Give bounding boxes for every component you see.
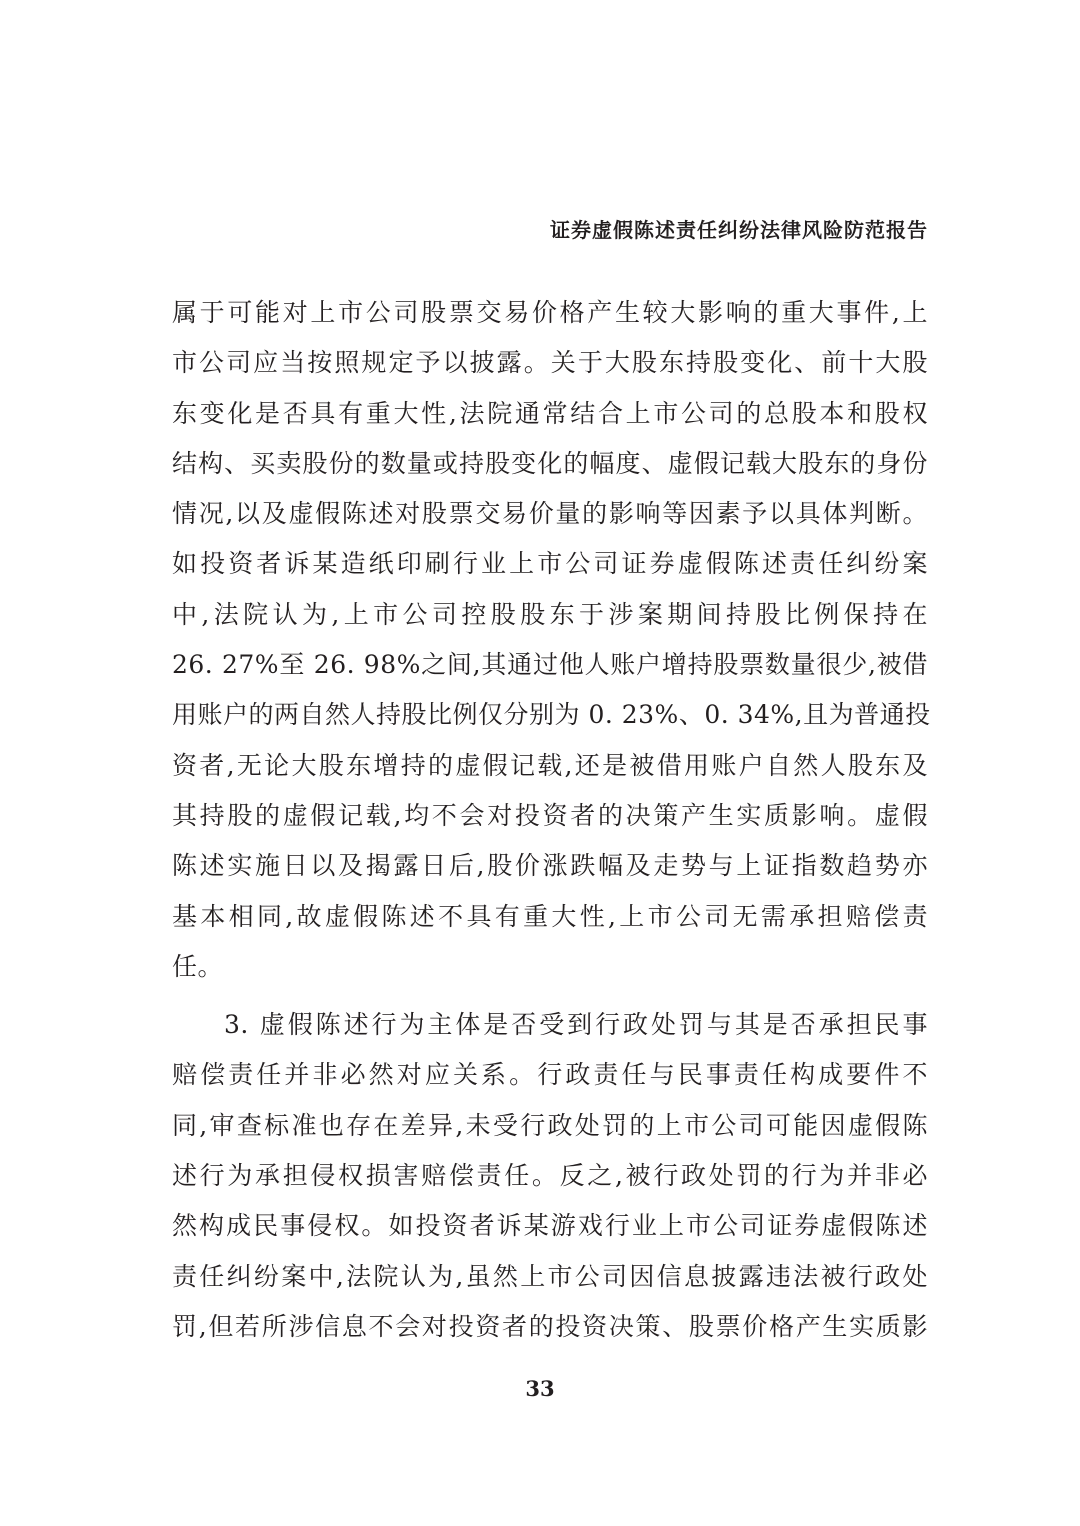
text-line: 同,审查标准也存在差异,未受行政处罚的上市公司可能因虚假陈: [172, 1110, 928, 1140]
text-line: 赔偿责任并非必然对应关系。行政责任与民事责任构成要件不: [172, 1060, 928, 1090]
text-line: 3. 虚假陈述行为主体是否受到行政处罚与其是否承担民事: [224, 1010, 928, 1040]
text-line: 然构成民事侵权。如投资者诉某游戏行业上市公司证券虚假陈述: [172, 1211, 928, 1241]
text-line: 其持股的虚假记载,均不会对投资者的决策产生实质影响。虚假: [172, 800, 928, 830]
text-line: 述行为承担侵权损害赔偿责任。反之,被行政处罚的行为并非必: [172, 1161, 928, 1191]
paragraph-gap: [172, 992, 928, 1000]
text-line: 情况,以及虚假陈述对股票交易价量的影响等因素予以具体判断。: [172, 499, 928, 529]
text-line: 26. 27%至 26. 98%之间,其通过他人账户增持股票数量很少,被借: [172, 650, 928, 680]
body-text: [172, 288, 931, 1352]
text-line: 用账户的两自然人持股比例仅分别为 0. 23%、0. 34%,且为普通投: [172, 700, 931, 730]
paragraph: [172, 1000, 928, 1352]
paragraph: [172, 288, 931, 992]
text-line: 责任纠纷案中,法院认为,虽然上市公司因信息披露违法被行政处: [172, 1261, 928, 1291]
text-line: 基本相同,故虚假陈述不具有重大性,上市公司无需承担赔偿责: [172, 901, 928, 931]
text-line: 罚,但若所涉信息不会对投资者的投资决策、股票价格产生实质影: [172, 1311, 928, 1341]
text-line: 结构、买卖股份的数量或持股变化的幅度、虚假记载大股东的身份: [172, 448, 928, 478]
running-header: 证券虚假陈述责任纠纷法律风险防范报告: [550, 218, 928, 242]
text-line: 市公司应当按照规定予以披露。关于大股东持股变化、前十大股: [172, 348, 928, 378]
text-line: 如投资者诉某造纸印刷行业上市公司证券虚假陈述责任纠纷案: [172, 549, 928, 579]
page-number: 33: [525, 1376, 555, 1401]
text-line: 陈述实施日以及揭露日后,股价涨跌幅及走势与上证指数趋势亦: [172, 851, 928, 881]
text-line: 中,法院认为,上市公司控股股东于涉案期间持股比例保持在: [172, 599, 928, 629]
text-line: 任。: [172, 951, 224, 981]
text-line: 东变化是否具有重大性,法院通常结合上市公司的总股本和股权: [172, 398, 928, 428]
text-line: 属于可能对上市公司股票交易价格产生较大影响的重大事件,上: [172, 298, 928, 327]
text-line: 资者,无论大股东增持的虚假记载,还是被借用账户自然人股东及: [172, 750, 928, 780]
